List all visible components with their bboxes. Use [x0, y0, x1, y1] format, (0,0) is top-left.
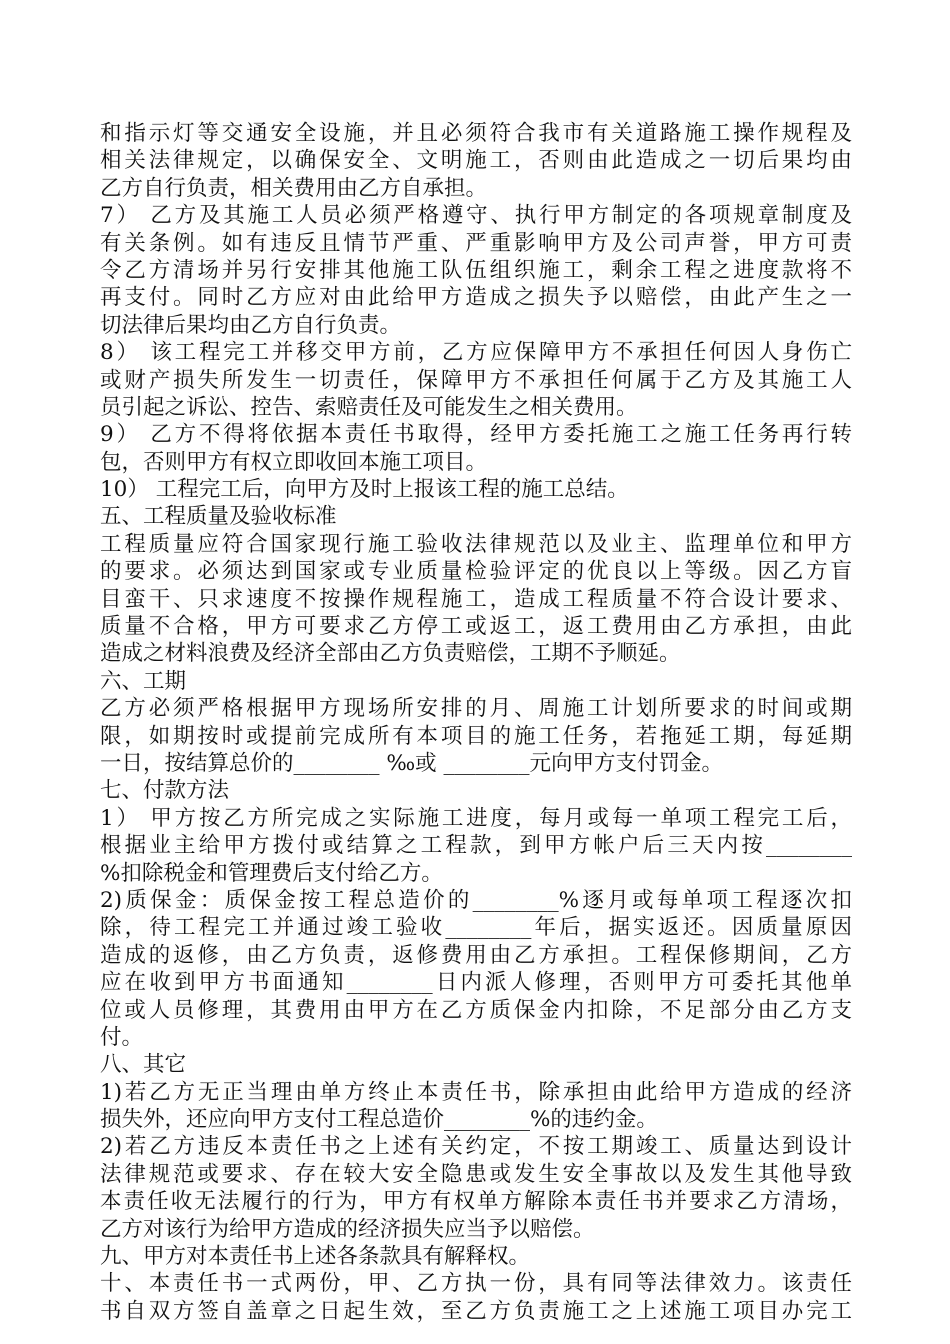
text-line: 五、工程质量及验收标准 — [100, 504, 337, 530]
text-line: 或财产损失所发生一切责任，保障甲方不承担任何属于乙方及其施工人 — [100, 367, 852, 393]
text-line: 和指示灯等交通安全设施，并且必须符合我市有关道路施工操作规程及 — [100, 121, 852, 146]
text-line: 应在收到甲方书面通知________日内派人修理，否则甲方可委托其他单 — [100, 970, 852, 996]
text-line: 有关条例。如有违反且情节严重、严重影响甲方及公司声誉，甲方可责 — [100, 230, 852, 256]
text-line: 十、本责任书一式两份，甲、乙方执一份，具有同等法律效力。该责任 — [100, 1271, 852, 1297]
text-line: 造成的返修，由乙方负责，返修费用由乙方承担。工程保修期间，乙方 — [100, 942, 852, 968]
text-line: 7） 乙方及其施工人员必须严格遵守、执行甲方制定的各项规章制度及 — [100, 203, 852, 229]
text-line: 工程质量应符合国家现行施工验收法律规范以及业主、监理单位和甲方 — [100, 531, 852, 557]
text-line: 限，如期按时或提前完成所有本项目的施工任务，若拖延工期，每延期 — [100, 723, 852, 749]
text-line: 位或人员修理，其费用由甲方在乙方质保金内扣除，不足部分由乙方支 — [100, 997, 852, 1023]
text-line: 造成之材料浪费及经济全部由乙方负责赔偿，工期不予顺延。 — [100, 641, 681, 667]
text-line: 一日，按结算总价的________ ‰或 ________元向甲方支付罚金。 — [100, 750, 724, 776]
text-line: 乙方必须严格根据甲方现场所安排的月、周施工计划所要求的时间或期 — [100, 696, 852, 722]
text-line: 相关法律规定，以确保安全、文明施工，否则由此造成之一切后果均由 — [100, 148, 852, 174]
text-line: 目蛮干、只求速度不按操作规程施工，造成工程质量不符合设计要求、 — [100, 586, 852, 612]
text-line: %扣除税金和管理费后支付给乙方。 — [100, 860, 443, 886]
text-line: 付。 — [100, 1024, 144, 1050]
text-line: 8） 该工程完工并移交甲方前，乙方应保障甲方不承担任何因人身伤亡 — [100, 340, 852, 366]
text-line: 2)质保金：质保金按工程总造价的________%逐月或每单项工程逐次扣 — [100, 887, 852, 913]
text-line: 书自双方签自盖章之日起生效，至乙方负责施工之上述施工项目办完工 — [100, 1298, 852, 1324]
text-line: 包，否则甲方有权立即收回本施工项目。 — [100, 449, 488, 475]
text-line: 法律规范或要求、存在较大安全隐患或发生安全事故以及发生其他导致 — [100, 1161, 852, 1187]
text-line: 八、其它 — [100, 1052, 187, 1078]
document-body — [100, 120, 852, 1325]
text-line: 9） 乙方不得将依据本责任书取得，经甲方委托施工之施工任务再行转 — [100, 422, 852, 448]
text-line: 乙方自行负责，相关费用由乙方自承担。 — [100, 175, 488, 201]
text-line: 1） 甲方按乙方所完成之实际施工进度，每月或每一单项工程完工后， — [100, 805, 852, 831]
text-line: 员引起之诉讼、控告、索赔责任及可能发生之相关费用。 — [100, 394, 638, 420]
text-line: 除，待工程完工并通过竣工验收________年后，据实返还。因质量原因 — [100, 915, 852, 941]
text-line: 乙方对该行为给甲方造成的经济损失应当予以赔偿。 — [100, 1216, 595, 1242]
text-line: 令乙方清场并另行安排其他施工队伍组织施工，剩余工程之进度款将不 — [100, 257, 852, 283]
text-line: 九、甲方对本责任书上述各条款具有解释权。 — [100, 1244, 531, 1270]
text-line: 切法律后果均由乙方自行负责。 — [100, 312, 402, 338]
text-line: 根据业主给甲方拨付或结算之工程款，到甲方帐户后三天内按________ — [100, 833, 852, 859]
text-line: 的要求。必须达到国家或专业质量检验评定的优良以上等级。因乙方盲 — [100, 559, 852, 585]
text-line: 2)若乙方违反本责任书之上述有关约定，不按工期竣工、质量达到设计 — [100, 1134, 852, 1160]
text-line: 本责任收无法履行的行为，甲方有权单方解除本责任书并要求乙方清场， — [100, 1189, 852, 1215]
text-line: 七、付款方法 — [100, 778, 230, 804]
text-line: 六、工期 — [100, 668, 187, 694]
text-line: 再支付。同时乙方应对由此给甲方造成之损失予以赔偿，由此产生之一 — [100, 285, 852, 311]
text-line: 损失外，还应向甲方支付工程总造价________%的违约金。 — [100, 1107, 658, 1133]
text-line: 1)若乙方无正当理由单方终止本责任书，除承担由此给甲方造成的经济 — [100, 1079, 852, 1105]
text-line: 10） 工程完工后，向甲方及时上报该工程的施工总结。 — [100, 477, 629, 503]
text-line: 质量不合格，甲方可要求乙方停工或返工，返工费用由乙方承担，由此 — [100, 614, 852, 640]
